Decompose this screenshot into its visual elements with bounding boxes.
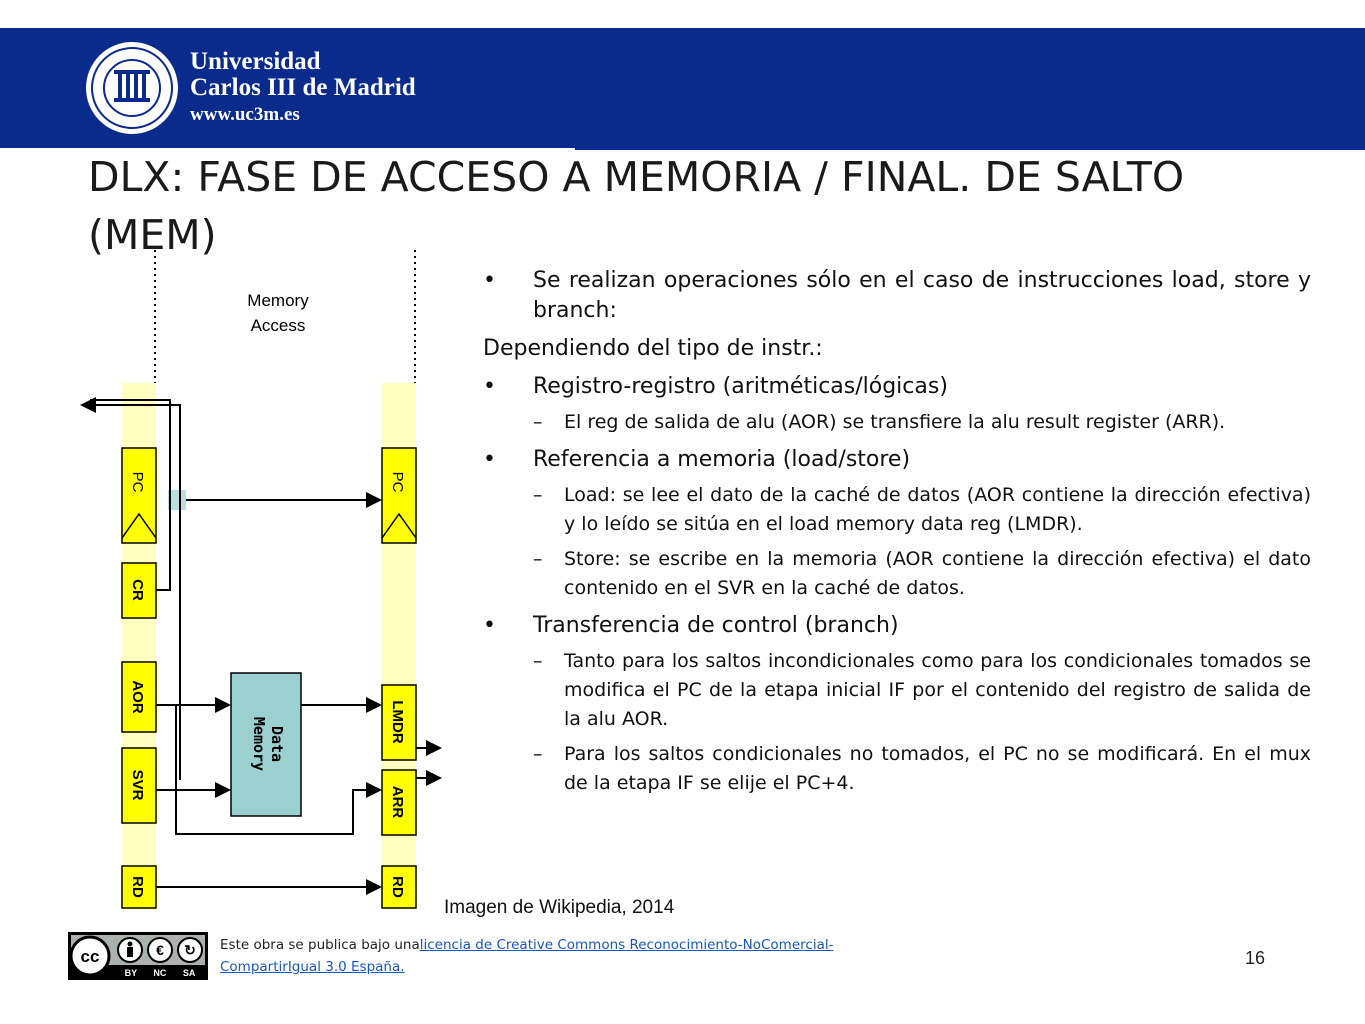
bullet-marker: •	[483, 374, 496, 399]
license-link[interactable]: licencia de Creative Commons Reconocimiento-NoComercial-CompartirIgual 3.0 España.	[220, 937, 834, 975]
slide-content	[483, 258, 1311, 798]
bullet-marker: •	[483, 613, 496, 638]
sub-text: Load: se lee el dato de la caché de datos (AOR contiene la dirección efectiva) y lo leído se sitúa en el load memory data reg (LMDR).	[564, 484, 1311, 535]
left-pc-label: PC	[129, 471, 146, 493]
left-cr-register	[122, 563, 156, 618]
left-svr-register	[122, 748, 156, 823]
left-rd-label: RD	[129, 876, 146, 898]
university-website: www.uc3m.es	[190, 104, 300, 125]
license-notice	[220, 934, 920, 978]
data-memory-label-2: Memory	[250, 716, 268, 772]
sub-text: El reg de salida de alu (AOR) se transfiere la alu result register (ARR).	[564, 411, 1226, 433]
right-rd-label: RD	[389, 876, 406, 898]
sub-item	[483, 740, 1311, 798]
right-rd-register	[382, 866, 416, 908]
stage-label-line1: Memory	[247, 291, 309, 310]
dash-marker: –	[533, 548, 543, 570]
left-aor-register	[122, 662, 156, 732]
bullet-text: Se realizan operaciones sólo en el caso de instrucciones load, store y branch:	[533, 268, 1311, 323]
bullet-item	[483, 611, 1311, 641]
sub-item	[483, 647, 1311, 734]
bullet-item	[483, 445, 1311, 475]
data-memory-label-1: Data	[268, 725, 286, 763]
plain-text: Dependiendo del tipo de instr.:	[483, 336, 823, 361]
dash-marker: –	[533, 484, 543, 506]
bullet-item	[483, 372, 1311, 402]
right-arr-register	[382, 770, 416, 835]
dash-marker: –	[533, 650, 543, 672]
page-number: 16	[1245, 948, 1266, 968]
left-cr-label: CR	[129, 579, 146, 601]
sub-text: Store: se escribe en la memoria (AOR contiene la dirección efectiva) el dato contenido en el SVR en la caché de datos.	[564, 548, 1311, 599]
bullet-item	[483, 266, 1311, 326]
svg-text:cc: cc	[80, 947, 100, 966]
license-prefix: Este obra se publica bajo una	[220, 937, 420, 953]
data-memory-block	[231, 673, 301, 816]
dash-marker: –	[533, 743, 543, 765]
svg-text:↻: ↻	[184, 942, 196, 958]
cc-badge-text: BY NC SA	[124, 968, 196, 978]
bullet-marker: •	[483, 447, 496, 472]
bullet-marker: •	[483, 268, 496, 293]
svg-text:€: €	[156, 942, 164, 958]
slide-title: DLX: FASE DE ACCESO A MEMORIA / FINAL. DE SALTO (MEM)	[88, 153, 1185, 259]
right-lmdr-label: LMDR	[389, 700, 406, 744]
bullet-text: Referencia a memoria (load/store)	[533, 447, 911, 472]
right-arr-label: ARR	[389, 785, 406, 819]
stage-label-line2: Access	[250, 316, 306, 335]
image-credit: Imagen de Wikipedia, 2014	[444, 897, 675, 918]
plain-item	[483, 334, 1311, 364]
left-svr-label: SVR	[129, 769, 146, 801]
right-pc-label: PC	[389, 471, 406, 493]
sub-text: Para los saltos condicionales no tomados, el PC no se modificará. En el mux de la etapa IF se elije el PC+4.	[564, 743, 1311, 794]
bullet-text: Registro-registro (aritméticas/lógicas)	[533, 374, 948, 399]
right-pc-register	[382, 448, 416, 543]
dash-marker: –	[533, 411, 543, 433]
left-rd-register	[122, 866, 156, 908]
sub-item	[483, 408, 1311, 437]
dlx-mem-stage-diagram	[60, 250, 450, 915]
university-name-line1: Universidad	[190, 48, 321, 75]
university-seal-icon	[84, 40, 180, 136]
sub-text: Tanto para los saltos incondicionales como para los condicionales tomados se modifica el PC de la etapa inicial IF por el contenido del registro de salida de la alu AOR.	[564, 650, 1311, 730]
right-lmdr-register	[382, 685, 416, 760]
left-pc-register	[122, 448, 156, 543]
sub-item	[483, 481, 1311, 539]
sub-item	[483, 545, 1311, 603]
creative-commons-badge-icon	[68, 932, 208, 980]
left-aor-label: AOR	[129, 680, 146, 714]
university-name-line2: Carlos III de Madrid	[190, 74, 416, 101]
bullet-text: Transferencia de control (branch)	[533, 613, 899, 638]
